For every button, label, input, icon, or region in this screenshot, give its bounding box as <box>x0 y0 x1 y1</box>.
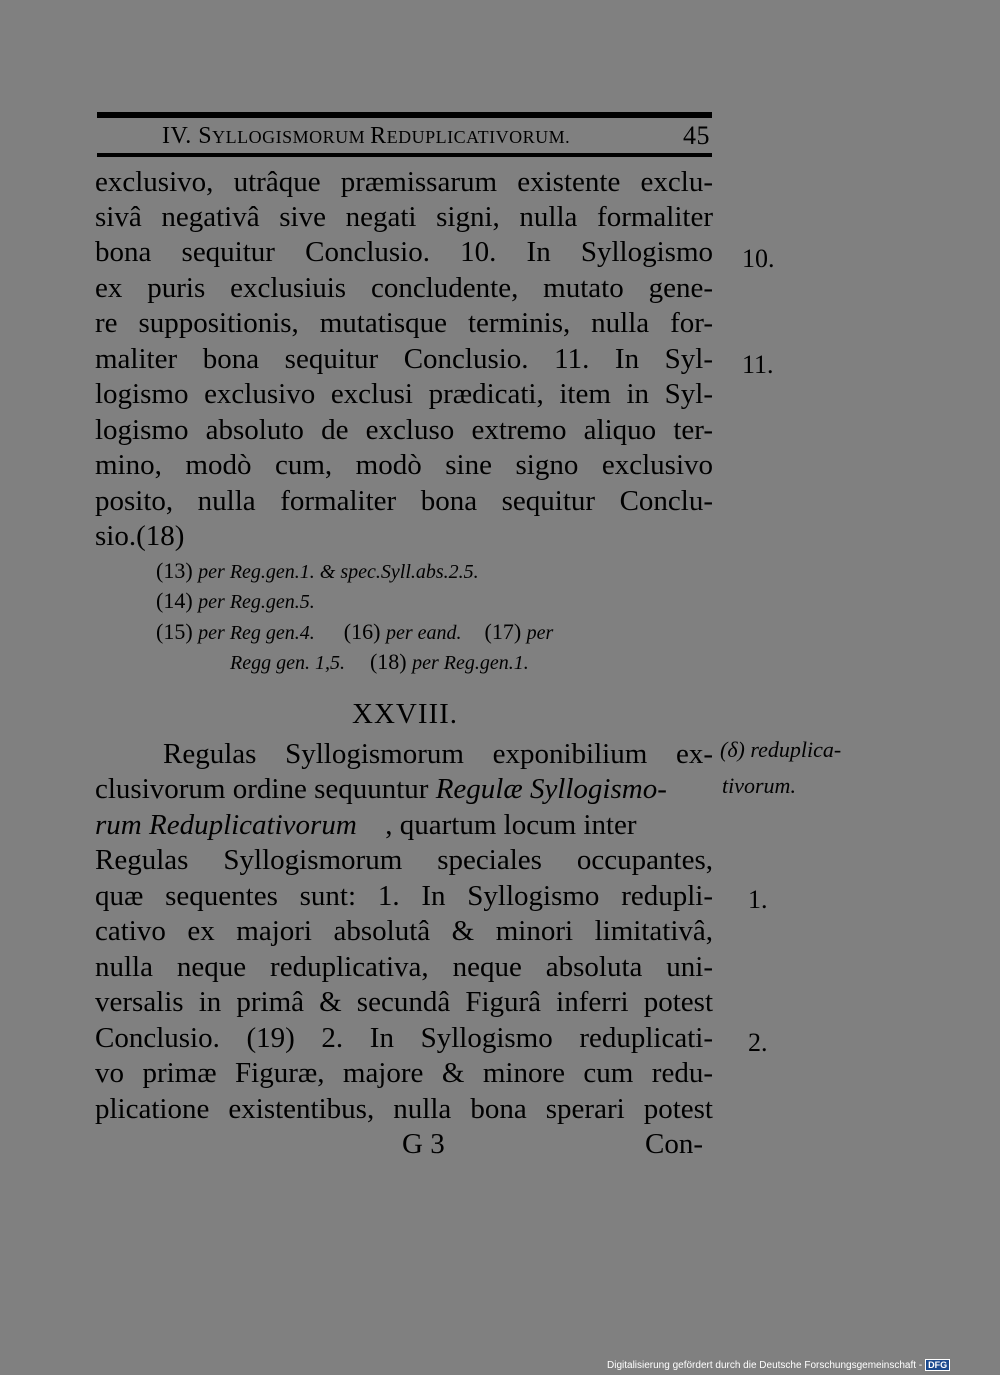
text-line: quæ sequentes sunt: 1. In Syllogismo redupli- <box>95 880 713 912</box>
text-line: cativo ex majori absolutâ & minori limitativâ, <box>95 915 713 947</box>
margin-note-line: tivorum. <box>722 773 796 798</box>
footnote-text: per Reg.gen.1. & spec.Syll.abs.2.5. <box>198 561 479 583</box>
text-line: Regulas Syllogismorum exponibilium ex- <box>163 738 713 770</box>
footnote-text: per eand. <box>385 622 462 644</box>
dfg-logo: DFG <box>925 1359 950 1371</box>
footer-text: Digitalisierung gefördert durch die Deutsche Forschungsgemeinschaft - <box>607 1360 923 1371</box>
margin-number: 10. <box>742 244 775 273</box>
title-small-caps-1: YLLOGISMORUM <box>212 127 371 147</box>
catchword: Con- <box>645 1128 703 1160</box>
page-number: 45 <box>683 121 710 150</box>
margin-note <box>720 735 841 765</box>
margin-number: 1. <box>748 885 768 914</box>
footnote-number: (17) <box>484 619 522 644</box>
footer-credit <box>607 1359 950 1371</box>
text-line: posito, nulla formaliter bona sequitur Conclu- <box>95 485 713 517</box>
margin-note <box>722 771 796 801</box>
text-line: sio.(18) <box>95 520 185 552</box>
title-small-caps-2: EDUPLICATIVORUM. <box>386 127 571 147</box>
footnote-text: per Reg.gen.5. <box>198 591 315 613</box>
running-header <box>97 121 712 153</box>
footnote-number: (15) <box>156 619 193 644</box>
footnote-number: (13) <box>156 558 193 583</box>
title-cap-2: R <box>370 123 387 149</box>
footnote-text: per Reg gen.4. <box>198 622 315 644</box>
footnote-text: Regg gen. 1,5. <box>230 652 345 674</box>
header-rule-bottom <box>97 153 712 157</box>
footnote-text: per <box>526 622 554 644</box>
text-line <box>95 771 713 807</box>
title-cap-1: S <box>198 123 213 149</box>
footnote <box>156 586 315 617</box>
text-line: mino, modò cum, modò sine signo exclusivo <box>95 449 713 481</box>
footnote <box>156 617 553 648</box>
margin-number: 11. <box>742 350 774 379</box>
text-span: , quartum locum inter <box>385 809 637 841</box>
text-line: bona sequitur Conclusio. 10. In Syllogismo <box>95 236 713 268</box>
footnote <box>156 556 479 587</box>
text-line: versalis in primâ & secundâ Figurâ inferri potest <box>95 986 713 1018</box>
text-line: exclusivo, utrâque præmissarum existente exclu- <box>95 166 713 198</box>
italic-text: rum Reduplicativorum <box>95 809 357 841</box>
running-title <box>162 123 570 150</box>
text-line: logismo absoluto de excluso extremo aliquo ter- <box>95 414 713 446</box>
text-span: clusivorum ordine sequuntur <box>95 773 436 805</box>
footnote-text: per Reg.gen.1. <box>412 652 529 674</box>
signature-mark: G 3 <box>402 1128 445 1160</box>
footnote <box>230 647 529 678</box>
text-line: Regulas Syllogismorum speciales occupantes, <box>95 844 713 876</box>
footnote-number: (14) <box>156 588 193 613</box>
footnote-number: (16) <box>343 619 381 644</box>
text-line: Conclusio. (19) 2. In Syllogismo reduplicati- <box>95 1022 713 1054</box>
margin-note-line: (δ) reduplica- <box>720 737 842 762</box>
text-line: logismo exclusivo exclusi prædicati, item in Syl- <box>95 378 713 410</box>
margin-number: 2. <box>748 1028 768 1057</box>
text-line: plicatione existentibus, nulla bona sperari potest <box>95 1093 713 1125</box>
header-rule-top <box>97 112 712 118</box>
text-line: vo primæ Figuræ, majore & minore cum redu- <box>95 1057 713 1089</box>
text-line: maliter bona sequitur Conclusio. 11. In Syl- <box>95 343 713 375</box>
text-line: re suppositionis, mutatisque terminis, nulla for- <box>95 307 713 339</box>
text-line: sivâ negativâ sive negati signi, nulla formaliter <box>95 201 713 233</box>
text-line: ex puris exclusiuis concludente, mutato gene- <box>95 272 713 304</box>
italic-text: Regulæ Syllogismo- <box>435 773 667 805</box>
footnote-number: (18) <box>369 649 407 674</box>
text-line: nulla neque reduplicativa, neque absoluta uni- <box>95 951 713 983</box>
chapter-number: IV. <box>162 123 192 149</box>
section-heading: XXVIII. <box>352 698 459 730</box>
text-line <box>95 807 713 843</box>
